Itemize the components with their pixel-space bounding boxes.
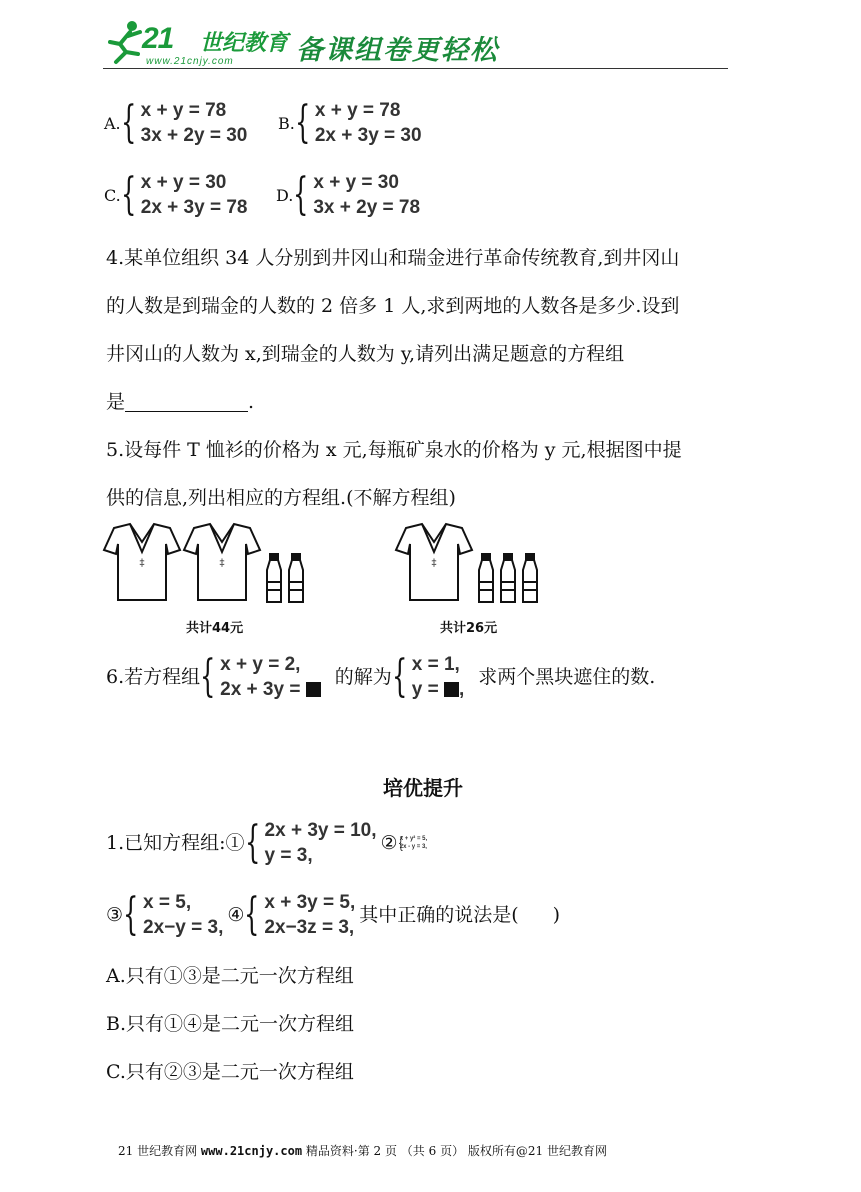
caption-left: 共计44元 — [186, 621, 244, 636]
q4-line-3: 井冈山的人数为 x,到瑞金的人数为 y,请列出满足题意的方程组 — [106, 343, 625, 365]
equation-text: y = — [411, 679, 444, 700]
footer-site: 21 世纪教育网 — [118, 1144, 198, 1158]
bottle-icon — [267, 554, 281, 602]
equation-system — [315, 98, 422, 148]
black-block — [306, 682, 321, 697]
svg-text:‡: ‡ — [219, 558, 225, 569]
brace-icon: { — [123, 889, 139, 940]
tshirt-icon — [104, 524, 180, 600]
equation: x + y = 78 — [314, 100, 401, 121]
bottle-icon — [523, 554, 537, 602]
footer-rest: 精品资料·第 2 页 （共 6 页） 版权所有@21 世纪教育网 — [305, 1144, 607, 1158]
equation: x + y = 2, — [220, 654, 301, 675]
q4-line-2: 的人数是到瑞金的人数的 2 倍多 1 人,求到两地的人数各是多少.设到 — [106, 295, 680, 317]
option-label: D. — [276, 185, 294, 205]
brace-icon: { — [391, 651, 408, 702]
brace-icon: { — [397, 833, 404, 852]
equation: x = 1, — [411, 654, 460, 675]
svg-text:‡: ‡ — [431, 558, 437, 569]
option-b: B.只有①④是二元一次方程组 — [106, 1013, 355, 1035]
q6-prefix: 6.若方程组 — [106, 665, 201, 688]
brace-icon: { — [244, 889, 260, 940]
logo-url: www.21cnjy.com — [146, 56, 234, 67]
q4-suffix: . — [248, 391, 255, 413]
equation-system — [313, 170, 420, 220]
option-b — [278, 98, 422, 148]
equation: y = 3, — [264, 845, 313, 866]
logo-text: 世纪教育 — [200, 31, 289, 56]
equation-system — [141, 98, 248, 148]
equation-system — [141, 170, 248, 220]
marker-4: ④ — [227, 903, 245, 926]
option-c — [104, 170, 247, 220]
equation — [412, 677, 465, 702]
svg-text:‡: ‡ — [139, 558, 145, 569]
equation: 2x−y = 3, — [143, 917, 224, 938]
footer-url[interactable]: www.21cnjy.com — [200, 1144, 303, 1158]
q5-line-1: 5.设每件 T 恤衫的价格为 x 元,每瓶矿泉水的价格为 y 元,根据图中提 — [106, 439, 682, 461]
header-slogan: 备课组卷更轻松 — [296, 35, 499, 66]
equation: 2x−3z = 3, — [264, 917, 355, 938]
q5-line-2: 供的信息,列出相应的方程组.(不解方程组) — [106, 487, 456, 509]
marker-2: ② — [380, 831, 398, 854]
option-a: A.只有①③是二元一次方程组 — [106, 965, 354, 987]
brace-icon: { — [293, 169, 309, 220]
answer-blank[interactable] — [125, 393, 248, 412]
solution-system — [412, 652, 465, 702]
equation: x + y = 30 — [313, 172, 399, 193]
q6-middle: 的解为 — [334, 665, 392, 688]
equation: 3x + 2y = 30 — [140, 125, 248, 146]
equation: x + y² = 5, — [399, 836, 428, 842]
equation: 3x + 2y = 78 — [313, 197, 421, 218]
equation: x + y = 30 — [140, 172, 227, 193]
equation: 2x + 3y = 10, — [264, 820, 377, 841]
equation-system-1 — [265, 818, 377, 868]
equation — [220, 677, 321, 702]
runner-logo-icon — [102, 18, 146, 66]
equation: 2x + 3y = 30 — [314, 125, 422, 146]
caption-right: 共计26元 — [440, 621, 498, 636]
brace-icon: { — [244, 817, 260, 868]
brace-icon: { — [200, 651, 216, 702]
option-label: A. — [104, 113, 121, 133]
p1-line-2 — [106, 890, 560, 940]
option-c: C.只有②③是二元一次方程组 — [106, 1061, 354, 1083]
bottle-icon — [501, 554, 515, 602]
equation-system-2 — [397, 833, 428, 852]
p1-question: 其中正确的说法是( — [359, 903, 519, 926]
q4-prefix: 是 — [106, 391, 126, 413]
bottle-icon — [479, 554, 493, 602]
brace-icon: { — [120, 97, 137, 148]
p1-prefix: 1.已知方程组:① — [106, 831, 245, 854]
option-label: B. — [278, 113, 295, 133]
brace-icon: { — [294, 97, 311, 148]
p1-question-close: ) — [552, 903, 561, 926]
equation-text: 2x + 3y = — [220, 679, 306, 700]
figure-left — [100, 522, 320, 606]
q4-line-4 — [106, 393, 254, 412]
tshirt-icon — [396, 524, 472, 600]
tshirt-icon — [184, 524, 260, 600]
equation-text: , — [458, 679, 465, 700]
header-divider — [103, 68, 728, 69]
p1-line-1 — [106, 818, 427, 868]
marker-3: ③ — [106, 903, 124, 926]
page-footer — [118, 1142, 607, 1159]
equation-system — [220, 652, 321, 702]
equation: x + 3y = 5, — [264, 892, 356, 913]
q6 — [106, 652, 655, 702]
equation-system-3 — [143, 890, 223, 940]
equation: x = 5, — [143, 892, 192, 913]
brace-icon: { — [120, 169, 137, 220]
equation-system-4 — [264, 890, 355, 940]
option-d — [276, 170, 420, 220]
equation: 2x - y = 3, — [399, 844, 427, 850]
figure-right — [392, 522, 552, 606]
section-title: 培优提升 — [383, 776, 463, 800]
option-label: C. — [104, 185, 121, 205]
page-header — [100, 18, 730, 70]
logo-number: 21 — [142, 22, 174, 55]
black-block — [444, 682, 459, 697]
option-a — [104, 98, 247, 148]
equation: x + y = 78 — [140, 100, 227, 121]
q4-line-1: 4.某单位组织 34 人分别到井冈山和瑞金进行革命传统教育,到井冈山 — [106, 247, 680, 269]
q6-suffix: 求两个黑块遮住的数. — [478, 665, 656, 688]
bottle-icon — [289, 554, 303, 602]
equation: 2x + 3y = 78 — [140, 197, 248, 218]
